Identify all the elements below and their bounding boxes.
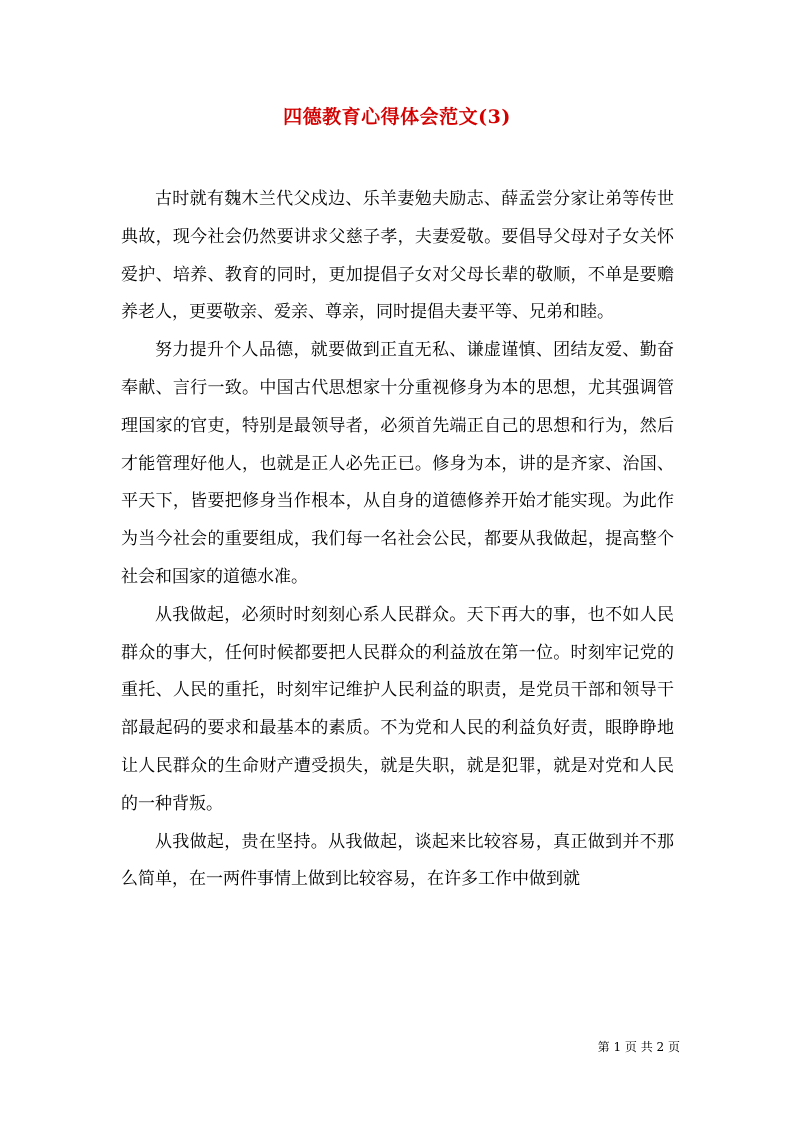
paragraph-2: 努力提升个人品德，就要做到正直无私、谦虚谨慎、团结友爱、勤奋奉献、言行一致。中国古代思想家十分重视修身为本的思想，尤其强调管理国家的官吏，特别是最领导者，必须首先端正自己的思想和行为，然后才能管理好他人，也就是正人必先正已。修身为本，讲的是齐家、治国、平天下，皆要把修身当作根本，从自身的道德修养开始才能实现。为此作为当今社会的重要组成，我们每一名社会公民，都要从我做起，提高整个社会和国家的道德水准。 [121, 340, 674, 587]
page-number-footer: 第 1 页 共 2 页 [597, 1040, 680, 1054]
paragraph-3: 从我做起，必须时时刻刻心系人民群众。天下再大的事，也不如人民群众的事大，任何时候都要把人民群众的利益放在第一位。时刻牢记党的重托、人民的重托，时刻牢记维护人民利益的职责，是党员干部和领导干部最起码的要求和最基本的素质。不为党和人民的利益负好责，眼睁睁地让人民群众的生命财产遭受损失，就是失职，就是犯罪，就是对党和人民的一种背叛。 [121, 604, 674, 814]
paragraph-1: 古时就有魏木兰代父戍边、乐羊妻勉夫励志、薛孟尝分家让弟等传世典故，现今社会仍然要讲求父慈子孝，夫妻爱敬。要倡导父母对子女关怀爱护、培养、教育的同时，更加提倡子女对父母长辈的敬顺，不单是要赡养老人，更要敬亲、爱亲、尊亲，同时提倡夫妻平等、兄弟和睦。 [121, 189, 674, 323]
document-title: 四德教育心得体会范文(3) [283, 106, 511, 128]
paragraph-4: 从我做起，贵在坚持。从我做起，谈起来比较容易，真正做到并不那么简单，在一两件事情上做到比较容易，在许多工作中做到就 [121, 831, 674, 890]
document-body [121, 181, 674, 899]
